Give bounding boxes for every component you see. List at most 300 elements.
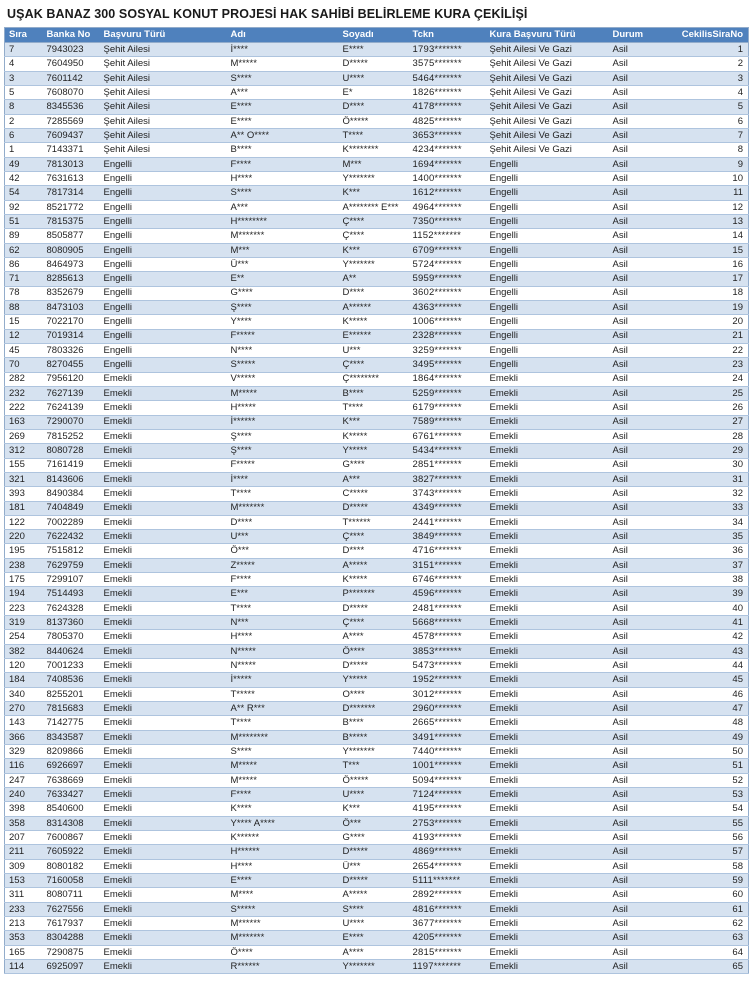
cell-basvuru-turu: Engelli <box>100 272 227 286</box>
cell-adi: M***** <box>227 773 339 787</box>
cell-kura-basvuru-turu: Emekli <box>486 759 609 773</box>
cell-cekilis-sira-no: 46 <box>654 687 749 701</box>
cell-kura-basvuru-turu: Emekli <box>486 931 609 945</box>
table-row <box>5 200 749 214</box>
cell-soyadi: D******* <box>339 702 409 716</box>
cell-banka-no: 8304288 <box>43 931 100 945</box>
cell-adi: M***** <box>227 57 339 71</box>
cell-sira: 175 <box>5 573 43 587</box>
cell-soyadi: A***** <box>339 558 409 572</box>
cell-durum: Asil <box>609 659 654 673</box>
cell-banka-no: 7299107 <box>43 573 100 587</box>
cell-basvuru-turu: Emekli <box>100 859 227 873</box>
cell-soyadi: K*** <box>339 243 409 257</box>
cell-soyadi: U**** <box>339 917 409 931</box>
cell-sira: 2 <box>5 114 43 128</box>
cell-adi: M****** <box>227 917 339 931</box>
cell-banka-no: 8080728 <box>43 444 100 458</box>
table-row <box>5 716 749 730</box>
cell-adi: A*** <box>227 85 339 99</box>
table-row <box>5 358 749 372</box>
cell-adi: Ş**** <box>227 300 339 314</box>
cell-basvuru-turu: Emekli <box>100 401 227 415</box>
column-header-durum: Durum <box>609 28 654 43</box>
cell-soyadi: Y***** <box>339 673 409 687</box>
cell-adi: S**** <box>227 745 339 759</box>
cell-adi: T**** <box>227 487 339 501</box>
cell-basvuru-turu: Emekli <box>100 573 227 587</box>
cell-adi: Ö*** <box>227 544 339 558</box>
cell-kura-basvuru-turu: Emekli <box>486 458 609 472</box>
cell-soyadi: T*** <box>339 759 409 773</box>
cell-cekilis-sira-no: 10 <box>654 171 749 185</box>
cell-tckn: 3653******* <box>409 128 486 142</box>
cell-adi: M**** <box>227 888 339 902</box>
cell-adi: F**** <box>227 573 339 587</box>
cell-tckn: 6709******* <box>409 243 486 257</box>
table-row <box>5 329 749 343</box>
cell-adi: U*** <box>227 530 339 544</box>
cell-kura-basvuru-turu: Engelli <box>486 157 609 171</box>
cell-cekilis-sira-no: 57 <box>654 845 749 859</box>
cell-sira: 254 <box>5 630 43 644</box>
table-row <box>5 802 749 816</box>
cell-durum: Asil <box>609 85 654 99</box>
cell-durum: Asil <box>609 57 654 71</box>
cell-adi: M***** <box>227 759 339 773</box>
table-row <box>5 472 749 486</box>
cell-cekilis-sira-no: 63 <box>654 931 749 945</box>
cell-tckn: 3677******* <box>409 917 486 931</box>
cell-sira: 78 <box>5 286 43 300</box>
cell-cekilis-sira-no: 55 <box>654 816 749 830</box>
cell-kura-basvuru-turu: Şehit Ailesi Ve Gazi <box>486 100 609 114</box>
cell-banka-no: 7633427 <box>43 788 100 802</box>
cell-tckn: 2815******* <box>409 945 486 959</box>
cell-soyadi: M*** <box>339 157 409 171</box>
cell-banka-no: 8352679 <box>43 286 100 300</box>
cell-soyadi: Y***** <box>339 444 409 458</box>
cell-tckn: 7440******* <box>409 745 486 759</box>
cell-banka-no: 7143371 <box>43 143 100 157</box>
cell-adi: T**** <box>227 716 339 730</box>
cell-adi: D**** <box>227 515 339 529</box>
cell-tckn: 3495******* <box>409 358 486 372</box>
table-row <box>5 902 749 916</box>
cell-basvuru-turu: Emekli <box>100 874 227 888</box>
cell-soyadi: Ö***** <box>339 114 409 128</box>
cell-sira: 222 <box>5 401 43 415</box>
cell-basvuru-turu: Emekli <box>100 644 227 658</box>
cell-soyadi: B***** <box>339 730 409 744</box>
cell-cekilis-sira-no: 14 <box>654 229 749 243</box>
cell-soyadi: K*** <box>339 802 409 816</box>
cell-kura-basvuru-turu: Şehit Ailesi Ve Gazi <box>486 114 609 128</box>
cell-soyadi: K*** <box>339 415 409 429</box>
cell-durum: Asil <box>609 831 654 845</box>
cell-tckn: 6761******* <box>409 429 486 443</box>
cell-banka-no: 7943023 <box>43 43 100 57</box>
cell-cekilis-sira-no: 21 <box>654 329 749 343</box>
cell-basvuru-turu: Şehit Ailesi <box>100 114 227 128</box>
cell-durum: Asil <box>609 186 654 200</box>
cell-kura-basvuru-turu: Emekli <box>486 888 609 902</box>
cell-durum: Asil <box>609 329 654 343</box>
cell-sira: 122 <box>5 515 43 529</box>
cell-adi: S***** <box>227 902 339 916</box>
cell-soyadi: G**** <box>339 831 409 845</box>
cell-basvuru-turu: Emekli <box>100 558 227 572</box>
cell-durum: Asil <box>609 960 654 974</box>
cell-tckn: 4363******* <box>409 300 486 314</box>
cell-sira: 282 <box>5 372 43 386</box>
cell-banka-no: 8464973 <box>43 257 100 271</box>
cell-basvuru-turu: Emekli <box>100 816 227 830</box>
cell-kura-basvuru-turu: Emekli <box>486 558 609 572</box>
cell-durum: Asil <box>609 272 654 286</box>
cell-cekilis-sira-no: 11 <box>654 186 749 200</box>
cell-tckn: 3602******* <box>409 286 486 300</box>
cell-adi: M******** <box>227 730 339 744</box>
cell-tckn: 2481******* <box>409 601 486 615</box>
cell-tckn: 1006******* <box>409 315 486 329</box>
cell-banka-no: 7624328 <box>43 601 100 615</box>
cell-basvuru-turu: Emekli <box>100 530 227 544</box>
cell-cekilis-sira-no: 27 <box>654 415 749 429</box>
table-row <box>5 71 749 85</box>
cell-banka-no: 8209866 <box>43 745 100 759</box>
cell-sira: 5 <box>5 85 43 99</box>
cell-durum: Asil <box>609 630 654 644</box>
cell-adi: M******* <box>227 501 339 515</box>
table-row <box>5 300 749 314</box>
cell-cekilis-sira-no: 36 <box>654 544 749 558</box>
cell-durum: Asil <box>609 644 654 658</box>
cell-banka-no: 7160058 <box>43 874 100 888</box>
cell-sira: 89 <box>5 229 43 243</box>
table-row <box>5 444 749 458</box>
cell-kura-basvuru-turu: Şehit Ailesi Ve Gazi <box>486 57 609 71</box>
cell-tckn: 4578******* <box>409 630 486 644</box>
cell-cekilis-sira-no: 13 <box>654 214 749 228</box>
cell-soyadi: Ç**** <box>339 229 409 243</box>
cell-durum: Asil <box>609 874 654 888</box>
cell-adi: E*** <box>227 587 339 601</box>
table-row <box>5 687 749 701</box>
table-row <box>5 845 749 859</box>
cell-adi: N***** <box>227 659 339 673</box>
cell-sira: 240 <box>5 788 43 802</box>
cell-banka-no: 8080711 <box>43 888 100 902</box>
cell-banka-no: 8473103 <box>43 300 100 314</box>
cell-sira: 393 <box>5 487 43 501</box>
cell-cekilis-sira-no: 26 <box>654 401 749 415</box>
cell-basvuru-turu: Engelli <box>100 171 227 185</box>
cell-banka-no: 8521772 <box>43 200 100 214</box>
cell-tckn: 3743******* <box>409 487 486 501</box>
cell-cekilis-sira-no: 6 <box>654 114 749 128</box>
cell-basvuru-turu: Emekli <box>100 487 227 501</box>
cell-sira: 184 <box>5 673 43 687</box>
cell-kura-basvuru-turu: Emekli <box>486 472 609 486</box>
cell-sira: 92 <box>5 200 43 214</box>
cell-tckn: 4349******* <box>409 501 486 515</box>
table-row <box>5 702 749 716</box>
table-row <box>5 386 749 400</box>
cell-basvuru-turu: Emekli <box>100 945 227 959</box>
table-row <box>5 43 749 57</box>
cell-kura-basvuru-turu: Emekli <box>486 444 609 458</box>
cell-durum: Asil <box>609 300 654 314</box>
cell-kura-basvuru-turu: Emekli <box>486 573 609 587</box>
cell-durum: Asil <box>609 243 654 257</box>
cell-cekilis-sira-no: 51 <box>654 759 749 773</box>
cell-tckn: 7350******* <box>409 214 486 228</box>
cell-basvuru-turu: Engelli <box>100 315 227 329</box>
cell-kura-basvuru-turu: Emekli <box>486 716 609 730</box>
cell-cekilis-sira-no: 35 <box>654 530 749 544</box>
cell-kura-basvuru-turu: Emekli <box>486 386 609 400</box>
cell-kura-basvuru-turu: Emekli <box>486 730 609 744</box>
cell-banka-no: 7627556 <box>43 902 100 916</box>
cell-basvuru-turu: Emekli <box>100 802 227 816</box>
table-row <box>5 501 749 515</box>
cell-basvuru-turu: Emekli <box>100 386 227 400</box>
cell-durum: Asil <box>609 157 654 171</box>
cell-sira: 233 <box>5 902 43 916</box>
cell-adi: H**** <box>227 171 339 185</box>
cell-adi: H****** <box>227 845 339 859</box>
cell-soyadi: Y******* <box>339 171 409 185</box>
table-row <box>5 415 749 429</box>
table-row <box>5 544 749 558</box>
cell-tckn: 2665******* <box>409 716 486 730</box>
cell-sira: 223 <box>5 601 43 615</box>
cell-sira: 270 <box>5 702 43 716</box>
table-row <box>5 315 749 329</box>
cell-basvuru-turu: Şehit Ailesi <box>100 128 227 142</box>
cell-durum: Asil <box>609 845 654 859</box>
cell-cekilis-sira-no: 49 <box>654 730 749 744</box>
cell-soyadi: D**** <box>339 100 409 114</box>
table-row <box>5 272 749 286</box>
cell-adi: M******* <box>227 931 339 945</box>
cell-soyadi: T**** <box>339 401 409 415</box>
cell-tckn: 1864******* <box>409 372 486 386</box>
cell-basvuru-turu: Şehit Ailesi <box>100 57 227 71</box>
column-header-adi: Adı <box>227 28 339 43</box>
cell-banka-no: 7601142 <box>43 71 100 85</box>
table-row <box>5 601 749 615</box>
cell-tckn: 2960******* <box>409 702 486 716</box>
cell-kura-basvuru-turu: Engelli <box>486 343 609 357</box>
cell-soyadi: A****** <box>339 300 409 314</box>
cell-cekilis-sira-no: 31 <box>654 472 749 486</box>
cell-kura-basvuru-turu: Emekli <box>486 616 609 630</box>
cell-basvuru-turu: Emekli <box>100 673 227 687</box>
cell-durum: Asil <box>609 229 654 243</box>
table-row <box>5 257 749 271</box>
cell-adi: N*** <box>227 616 339 630</box>
cell-basvuru-turu: Engelli <box>100 243 227 257</box>
cell-kura-basvuru-turu: Engelli <box>486 214 609 228</box>
cell-soyadi: A**** <box>339 945 409 959</box>
cell-adi: Ü*** <box>227 257 339 271</box>
cell-kura-basvuru-turu: Emekli <box>486 831 609 845</box>
cell-sira: 143 <box>5 716 43 730</box>
cell-basvuru-turu: Emekli <box>100 587 227 601</box>
cell-banka-no: 7408536 <box>43 673 100 687</box>
cell-tckn: 5111******* <box>409 874 486 888</box>
cell-cekilis-sira-no: 60 <box>654 888 749 902</box>
cell-durum: Asil <box>609 415 654 429</box>
cell-cekilis-sira-no: 3 <box>654 71 749 85</box>
cell-adi: İ***** <box>227 673 339 687</box>
cell-basvuru-turu: Emekli <box>100 601 227 615</box>
column-header-basvuru-turu: Başvuru Türü <box>100 28 227 43</box>
cell-basvuru-turu: Engelli <box>100 257 227 271</box>
cell-cekilis-sira-no: 37 <box>654 558 749 572</box>
cell-adi: A*** <box>227 200 339 214</box>
cell-kura-basvuru-turu: Emekli <box>486 415 609 429</box>
cell-soyadi: A*** <box>339 472 409 486</box>
cell-durum: Asil <box>609 114 654 128</box>
cell-cekilis-sira-no: 61 <box>654 902 749 916</box>
cell-adi: B**** <box>227 143 339 157</box>
cell-durum: Asil <box>609 501 654 515</box>
cell-adi: H**** <box>227 630 339 644</box>
cell-soyadi: A**** <box>339 630 409 644</box>
cell-cekilis-sira-no: 59 <box>654 874 749 888</box>
cell-tckn: 4716******* <box>409 544 486 558</box>
cell-sira: 153 <box>5 874 43 888</box>
cell-durum: Asil <box>609 429 654 443</box>
cell-sira: 54 <box>5 186 43 200</box>
cell-kura-basvuru-turu: Engelli <box>486 243 609 257</box>
cell-durum: Asil <box>609 100 654 114</box>
cell-tckn: 3575******* <box>409 57 486 71</box>
cell-durum: Asil <box>609 143 654 157</box>
column-header-cekilis-sira-no: CekilisSiraNo <box>654 28 749 43</box>
cell-kura-basvuru-turu: Emekli <box>486 802 609 816</box>
cell-kura-basvuru-turu: Emekli <box>486 788 609 802</box>
cell-durum: Asil <box>609 372 654 386</box>
cell-sira: 220 <box>5 530 43 544</box>
cell-sira: 88 <box>5 300 43 314</box>
cell-cekilis-sira-no: 17 <box>654 272 749 286</box>
cell-cekilis-sira-no: 44 <box>654 659 749 673</box>
cell-basvuru-turu: Şehit Ailesi <box>100 43 227 57</box>
cell-soyadi: G**** <box>339 458 409 472</box>
cell-kura-basvuru-turu: Engelli <box>486 329 609 343</box>
cell-tckn: 2753******* <box>409 816 486 830</box>
cell-cekilis-sira-no: 64 <box>654 945 749 959</box>
cell-kura-basvuru-turu: Engelli <box>486 315 609 329</box>
cell-basvuru-turu: Emekli <box>100 630 227 644</box>
cell-basvuru-turu: Emekli <box>100 788 227 802</box>
cell-kura-basvuru-turu: Emekli <box>486 544 609 558</box>
cell-durum: Asil <box>609 315 654 329</box>
cell-durum: Asil <box>609 286 654 300</box>
cell-banka-no: 7609437 <box>43 128 100 142</box>
cell-banka-no: 7142775 <box>43 716 100 730</box>
cell-tckn: 5259******* <box>409 386 486 400</box>
cell-sira: 71 <box>5 272 43 286</box>
cell-soyadi: P******* <box>339 587 409 601</box>
cell-kura-basvuru-turu: Emekli <box>486 917 609 931</box>
cell-basvuru-turu: Emekli <box>100 773 227 787</box>
cell-basvuru-turu: Emekli <box>100 687 227 701</box>
cell-basvuru-turu: Engelli <box>100 229 227 243</box>
cell-banka-no: 8343587 <box>43 730 100 744</box>
cell-sira: 269 <box>5 429 43 443</box>
cell-sira: 49 <box>5 157 43 171</box>
cell-cekilis-sira-no: 33 <box>654 501 749 515</box>
cell-banka-no: 7285569 <box>43 114 100 128</box>
cell-banka-no: 8143606 <box>43 472 100 486</box>
cell-tckn: 3491******* <box>409 730 486 744</box>
cell-adi: N**** <box>227 343 339 357</box>
table-body <box>5 43 749 974</box>
cell-sira: 213 <box>5 917 43 931</box>
cell-cekilis-sira-no: 16 <box>654 257 749 271</box>
cell-soyadi: E**** <box>339 931 409 945</box>
cell-tckn: 3151******* <box>409 558 486 572</box>
cell-sira: 70 <box>5 358 43 372</box>
cell-cekilis-sira-no: 34 <box>654 515 749 529</box>
table-row <box>5 644 749 658</box>
cell-sira: 165 <box>5 945 43 959</box>
cell-tckn: 7124******* <box>409 788 486 802</box>
cell-banka-no: 7608070 <box>43 85 100 99</box>
cell-soyadi: T**** <box>339 128 409 142</box>
cell-banka-no: 7815683 <box>43 702 100 716</box>
cell-durum: Asil <box>609 802 654 816</box>
cell-soyadi: T****** <box>339 515 409 529</box>
cell-kura-basvuru-turu: Emekli <box>486 530 609 544</box>
cell-cekilis-sira-no: 58 <box>654 859 749 873</box>
column-header-banka-no: Banka No <box>43 28 100 43</box>
cell-durum: Asil <box>609 530 654 544</box>
cell-durum: Asil <box>609 759 654 773</box>
cell-adi: S**** <box>227 186 339 200</box>
cell-soyadi: C***** <box>339 487 409 501</box>
cell-tckn: 5959******* <box>409 272 486 286</box>
cell-basvuru-turu: Engelli <box>100 358 227 372</box>
cell-basvuru-turu: Emekli <box>100 444 227 458</box>
table-row <box>5 100 749 114</box>
cell-soyadi: U**** <box>339 788 409 802</box>
cell-basvuru-turu: Engelli <box>100 186 227 200</box>
cell-durum: Asil <box>609 601 654 615</box>
cell-sira: 15 <box>5 315 43 329</box>
cell-durum: Asil <box>609 458 654 472</box>
table-row <box>5 171 749 185</box>
cell-cekilis-sira-no: 19 <box>654 300 749 314</box>
cell-soyadi: Ç**** <box>339 358 409 372</box>
cell-sira: 12 <box>5 329 43 343</box>
cell-kura-basvuru-turu: Emekli <box>486 702 609 716</box>
page-title: UŞAK BANAZ 300 SOSYAL KONUT PROJESİ HAK SAHİBİ BELİRLEME KURA ÇEKİLİŞİ <box>7 7 528 21</box>
cell-tckn: 2892******* <box>409 888 486 902</box>
cell-kura-basvuru-turu: Emekli <box>486 501 609 515</box>
cell-basvuru-turu: Emekli <box>100 931 227 945</box>
cell-soyadi: E**** <box>339 43 409 57</box>
cell-banka-no: 6926697 <box>43 759 100 773</box>
table-row <box>5 85 749 99</box>
cell-soyadi: D***** <box>339 57 409 71</box>
table-row <box>5 558 749 572</box>
